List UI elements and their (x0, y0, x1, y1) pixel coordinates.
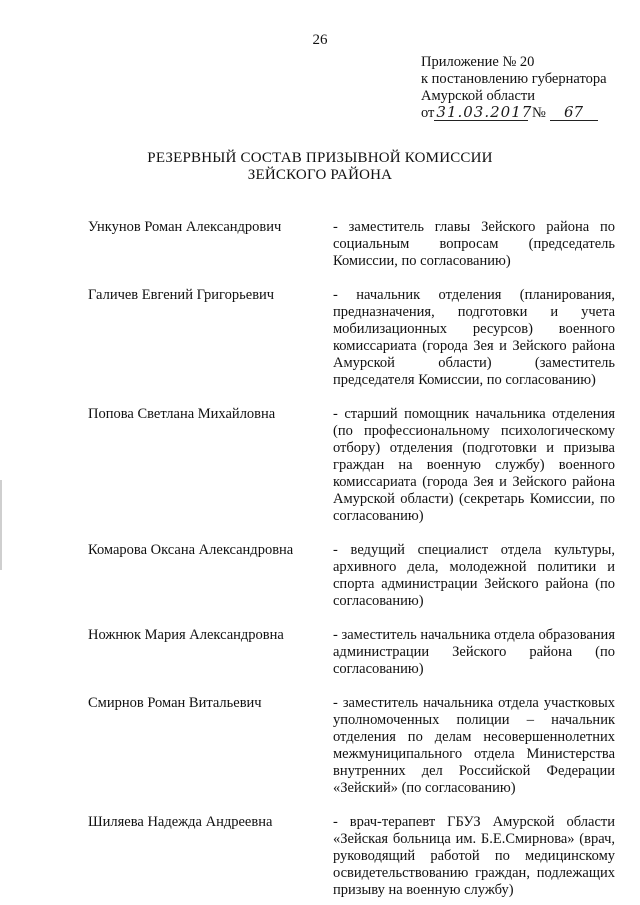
member-row (88, 406, 616, 525)
member-role: - заместитель начальника отдела участковых уполномоченных полиции – начальник отделения по делам несовершеннолетних межмуниципального отдела Министерства внутренних дел Российской Федерации «Зейский» (по согласованию) (333, 695, 615, 796)
member-row (88, 219, 616, 270)
scan-edge-shadow (0, 480, 2, 570)
appendix-block (421, 54, 631, 122)
title-line-1: РЕЗЕРВНЫЙ СОСТАВ ПРИЗЫВНОЙ КОМИССИИ (147, 150, 493, 166)
member-name: Ункунов Роман Александрович (88, 219, 282, 235)
member-name: Шиляева Надежда Андреевна (88, 814, 273, 830)
member-row (88, 814, 616, 899)
handwritten-date: 31.03.2017 (436, 103, 533, 121)
member-name: Комарова Оксана Александровна (88, 542, 294, 558)
appendix-region: Амурской области (421, 88, 535, 104)
number-prefix: № (532, 105, 546, 121)
date-prefix: от (421, 105, 435, 121)
appendix-reference: к постановлению губернатора (421, 71, 607, 87)
member-row (88, 287, 616, 389)
title-line-2: ЗЕЙСКОГО РАЙОНА (247, 167, 393, 183)
member-role: - ведущий специалист отдела культуры, архивного дела, молодежной политики и спорта администрации Зейского района (по согласованию) (333, 542, 615, 609)
member-row (88, 627, 616, 678)
member-name: Ножнюк Мария Александровна (88, 627, 284, 643)
member-role: - заместитель начальника отдела образования администрации Зейского района (по согласованию) (333, 627, 615, 677)
appendix-date-line (421, 105, 631, 122)
document-title (0, 150, 640, 184)
member-role: - начальник отделения (планирования, предназначения, подготовки и учета мобилизационных ресурсов) военного комиссариата (города Зея и Зейского района Амурской области) (заместитель председателя Комиссии, по согласованию) (333, 287, 615, 388)
handwritten-number: 67 (550, 105, 598, 121)
member-name: Галичев Евгений Григорьевич (88, 287, 275, 303)
member-name: Смирнов Роман Витальевич (88, 695, 262, 711)
member-role: - старший помощник начальника отделения (по профессиональному психологическому отбору) отделения (подготовки и призыва граждан на военную службу) военного комиссариата (города Зея и Зейского района Амурской области) (секретарь Комиссии, по согласованию) (333, 406, 615, 524)
member-row (88, 695, 616, 797)
member-name: Попова Светлана Михайловна (88, 406, 276, 422)
page-number: 26 (312, 32, 328, 48)
member-role: - заместитель главы Зейского района по социальным вопросам (председатель Комиссии, по согласованию) (333, 219, 615, 269)
member-role: - врач-терапевт ГБУЗ Амурской области «Зейская больница им. Б.Е.Смирнова» (врач, руководящий работой по медицинскому освидетельствованию граждан, подлежащих призыву на военную службу) (333, 814, 615, 898)
members-list (88, 219, 616, 899)
member-row (88, 542, 616, 610)
appendix-title: Приложение № 20 (421, 54, 535, 70)
